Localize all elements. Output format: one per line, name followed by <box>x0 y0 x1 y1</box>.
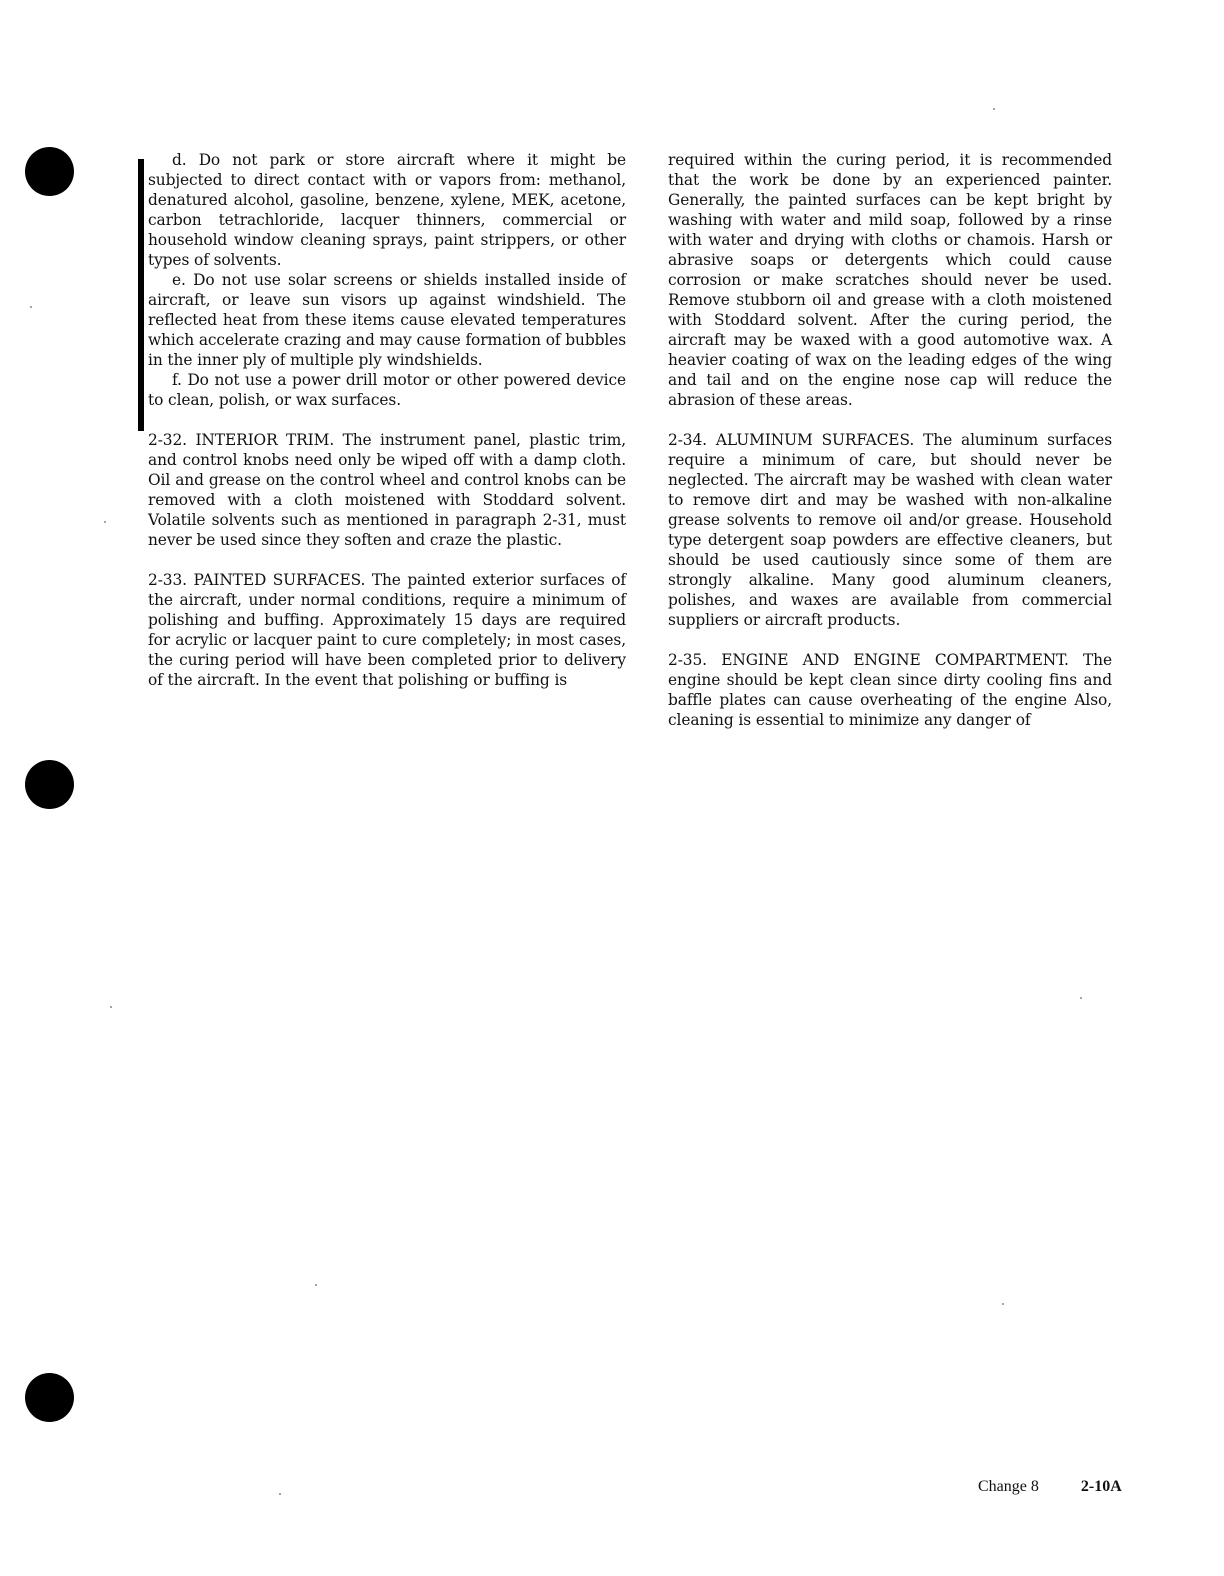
binder-hole-middle <box>25 760 74 809</box>
right-column <box>668 150 1112 750</box>
binder-hole-bottom <box>25 1373 74 1422</box>
change-label: Change 8 <box>978 1478 1039 1495</box>
scan-speck <box>315 1284 317 1286</box>
section-heading: ALUMINUM SURFACES. <box>715 431 915 449</box>
section-heading: ENGINE AND ENGINE COMPARTMENT. <box>721 651 1069 669</box>
section-number: 2-33. <box>148 571 187 589</box>
scan-speck <box>1080 997 1082 999</box>
spacer <box>148 410 626 430</box>
section-heading: PAINTED SURFACES. <box>193 571 366 589</box>
section-2-33 <box>148 570 626 690</box>
binder-hole-top <box>25 147 74 196</box>
section-number: 2-32. <box>148 431 187 449</box>
section-body: The aluminum surfaces require a minimum of care, but should never be neglected. The aircraft may be washed with clean water to remove dirt and may be washed with non-alkaline grease solvents to remove oil and/or grease. Household type detergent soap powders are effective cleaners, but should be used cautiously since some of them are strongly alkaline. Many good aluminum cleaners, polishes, and waxes are available from commercial suppliers or aircraft products. <box>668 431 1112 629</box>
section-number: 2-34. <box>668 431 707 449</box>
scan-speck <box>279 1493 281 1495</box>
section-2-33-continued: required within the curing period, it is recommended that the work be done by an experienced painter. Generally, the painted surfaces can be kept bright by washing with water and mild soap, followed by a rinse with water and drying with cloths or chamois. Harsh or abrasive soaps or detergents which could cause corrosion or make scratches should never be used. Remove stubborn oil and grease with a cloth moistened with Stoddard solvent. After the curing period, the aircraft may be waxed with a good automotive wax. A heavier coating of wax on the leading edges of the wing and tail and on the engine nose cap will reduce the abrasion of these areas. <box>668 151 1112 409</box>
section-2-35 <box>668 650 1112 730</box>
scan-speck <box>993 108 995 110</box>
section-2-32 <box>148 430 626 550</box>
section-number: 2-35. <box>668 651 707 669</box>
list-item-f: f. Do not use a power drill motor or other powered device to clean, polish, or wax surfaces. <box>148 371 626 409</box>
list-item-e: e. Do not use solar screens or shields installed inside of aircraft, or leave sun visors up against windshield. The reflected heat from these items cause elevated temperatures which accelerate crazing and may cause formation of bubbles in the inner ply of multiple ply windshields. <box>148 271 626 369</box>
page-footer <box>978 1478 1122 1496</box>
scan-speck <box>30 306 32 308</box>
page-number: 2-10A <box>1080 1478 1122 1495</box>
scan-speck <box>1002 1303 1004 1305</box>
left-column <box>148 150 626 710</box>
list-item-d: d. Do not park or store aircraft where it might be subjected to direct contact with or vapors from: methanol, denatured alcohol, gasoline, benzene, xylene, MEK, acetone, carbon tetrachloride, lacquer thinners, commercial or household window cleaning sprays, paint strippers, or other types of solvents. <box>148 151 626 269</box>
section-body: The painted exterior surfaces of the aircraft, under normal conditions, require a minimum of polishing and buffing. Approximately 15 days are required for acrylic or lacquer paint to cure completely; in most cases, the curing period will have been completed prior to delivery of the aircraft. In the event that polishing or buffing is <box>148 571 626 689</box>
section-heading: INTERIOR TRIM. <box>195 431 335 449</box>
scan-speck <box>104 521 106 523</box>
section-body: The instrument panel, plastic trim, and control knobs need only be wiped off with a damp cloth. Oil and grease on the control wheel and control knobs can be removed with a cloth moistened with Stoddard solvent. Volatile solvents such as mentioned in paragraph 2-31, must never be used since they soften and craze the plastic. <box>148 431 626 549</box>
scan-speck <box>110 1006 112 1008</box>
section-body: The engine should be kept clean since dirty cooling fins and baffle plates can cause overheating of the engine Also, cleaning is essential to minimize any danger of <box>668 651 1112 729</box>
section-2-34 <box>668 430 1112 630</box>
revision-change-bar <box>138 159 144 431</box>
